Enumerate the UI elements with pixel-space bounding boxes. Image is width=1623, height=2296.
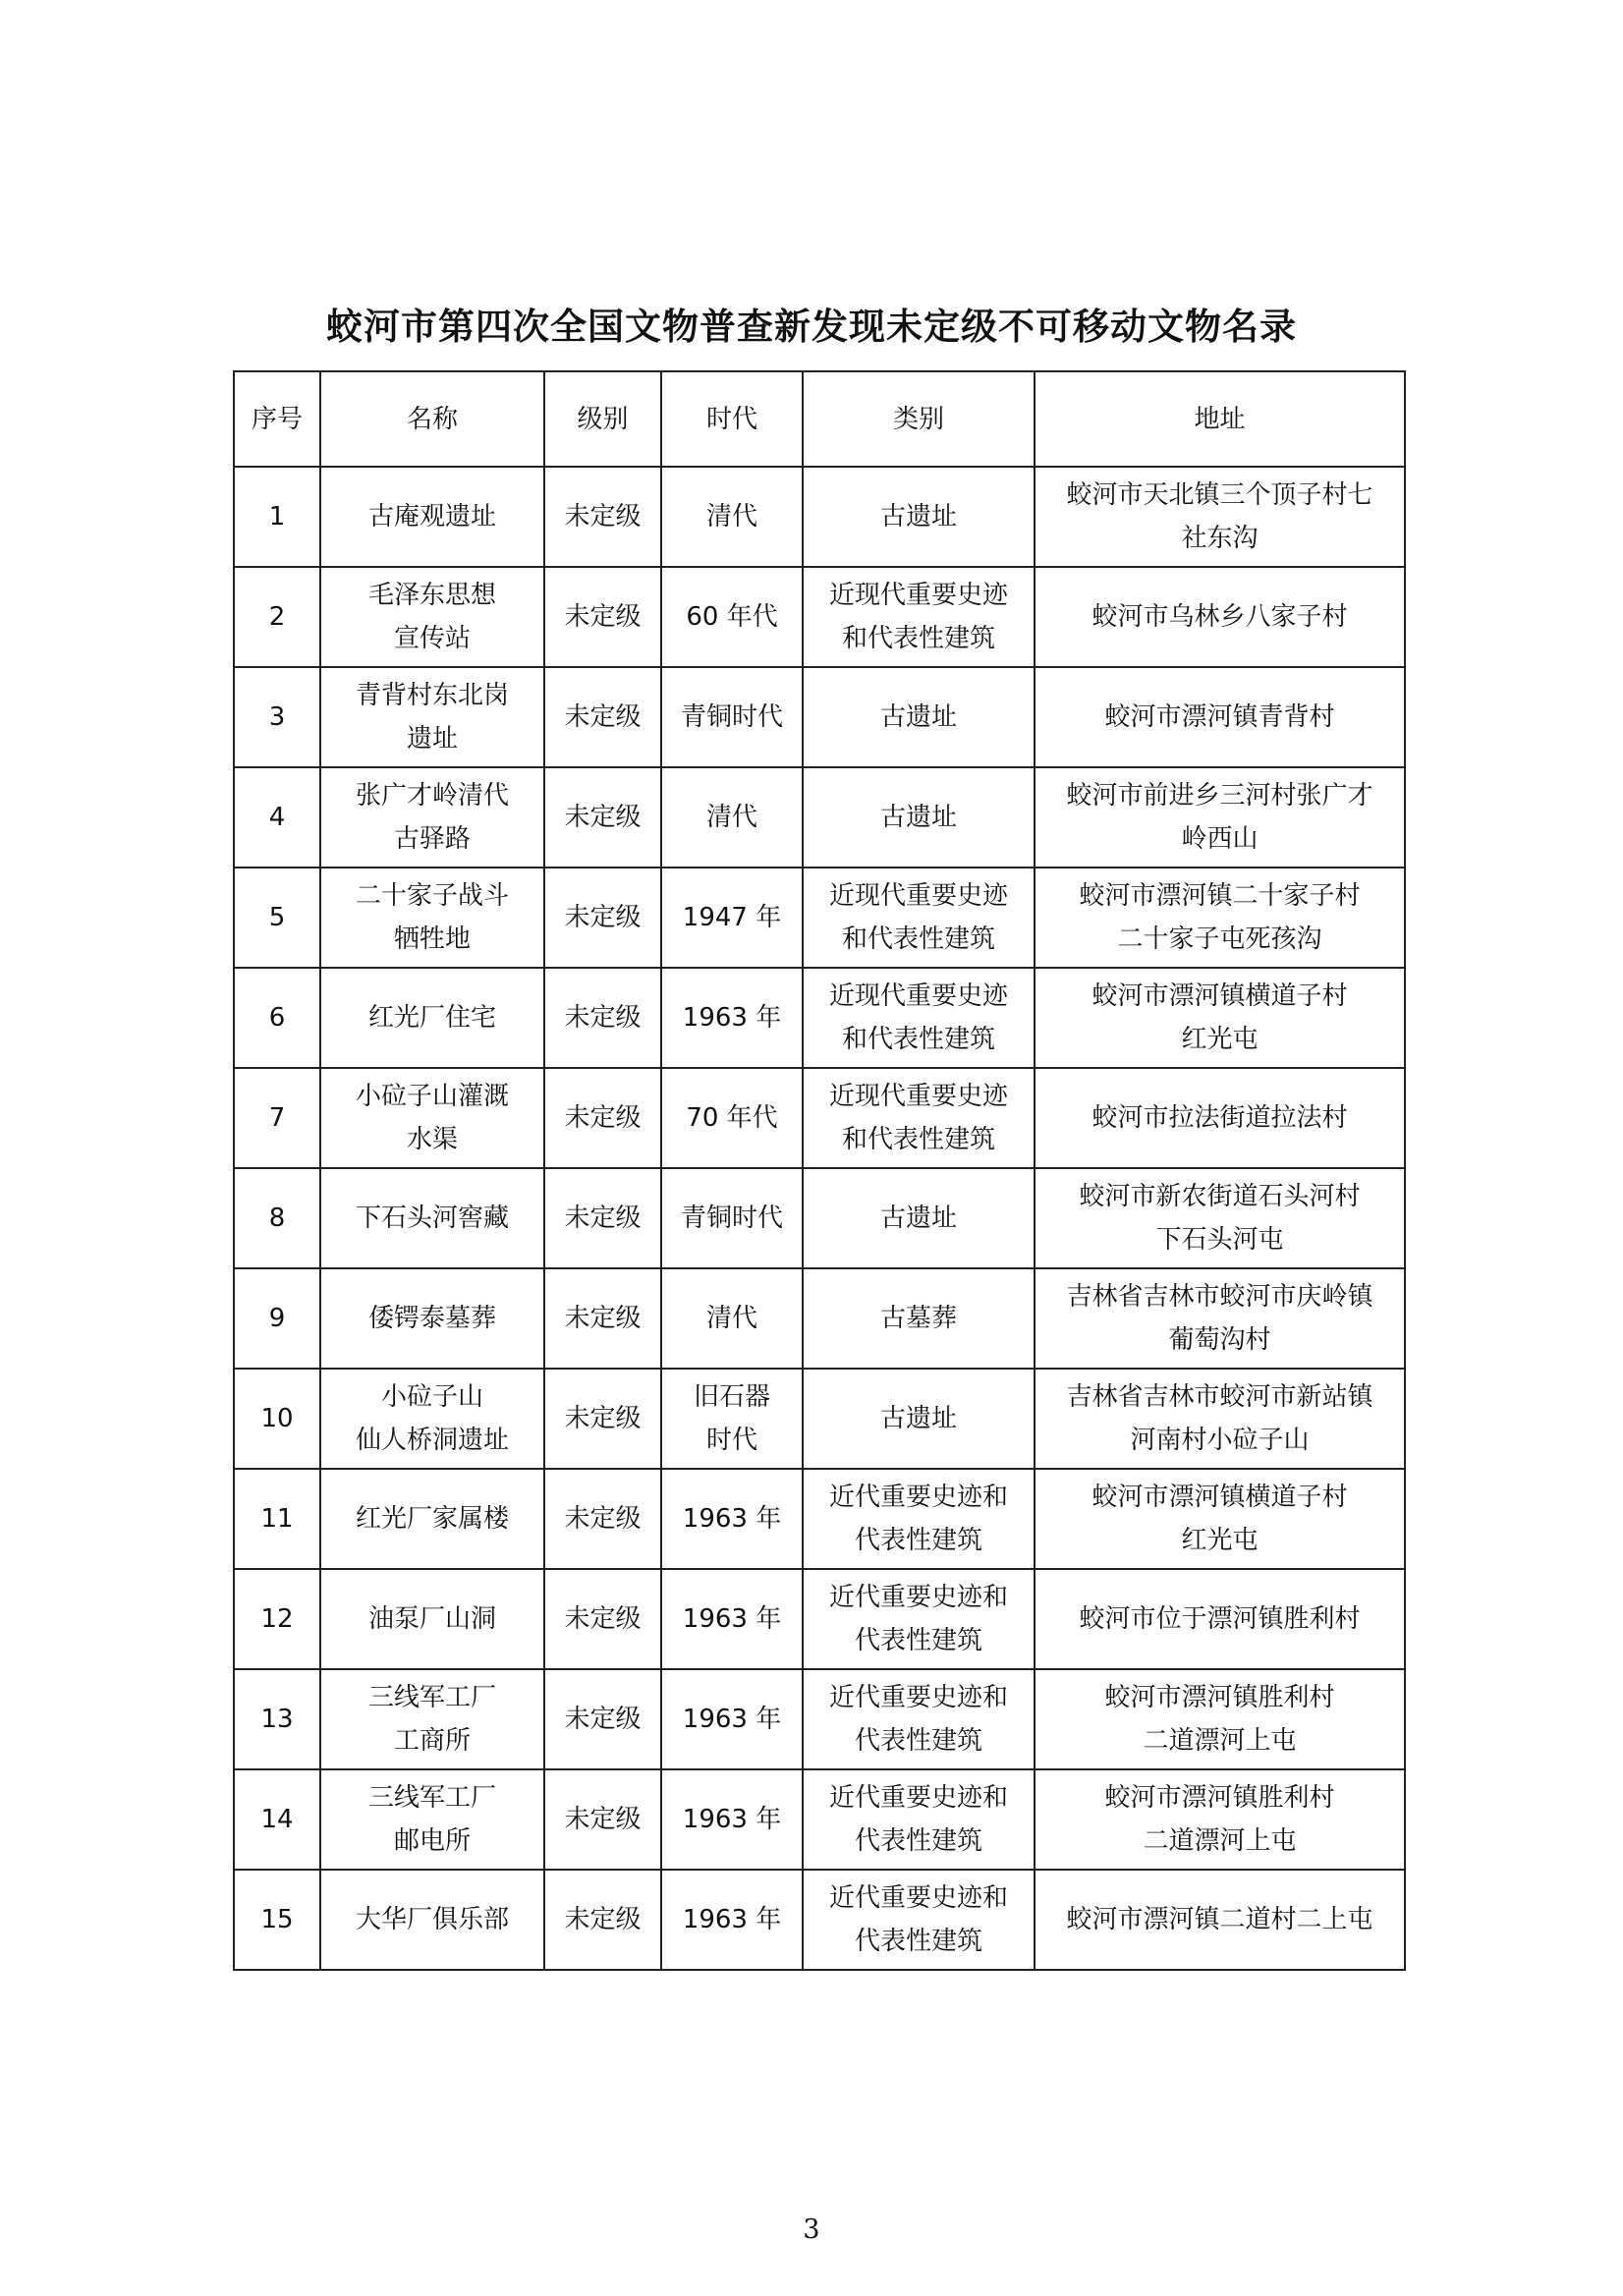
cell-category: 近代重要史迹和 代表性建筑: [803, 1569, 1035, 1669]
cell-level: 未定级: [544, 467, 661, 567]
cell-level: 未定级: [544, 1369, 661, 1469]
table-row: [234, 667, 1405, 767]
cell-address: 蛟河市乌林乡八家子村: [1035, 567, 1405, 667]
cell-category: 古遗址: [803, 667, 1035, 767]
cell-level: 未定级: [544, 1469, 661, 1569]
cell-level: 未定级: [544, 1870, 661, 1970]
cell-category: 古墓葬: [803, 1268, 1035, 1369]
cell-name: 三线军工厂 邮电所: [320, 1769, 544, 1870]
cell-name: 古庵观遗址: [320, 467, 544, 567]
cell-era: 1963 年: [661, 1469, 803, 1569]
cell-era: 清代: [661, 467, 803, 567]
cell-level: 未定级: [544, 567, 661, 667]
cell-name: 张广才岭清代 古驿路: [320, 767, 544, 868]
relics-table: [233, 370, 1406, 1971]
cell-category: 古遗址: [803, 467, 1035, 567]
cell-level: 未定级: [544, 1569, 661, 1669]
cell-no: 9: [234, 1268, 320, 1369]
cell-category: 近现代重要史迹 和代表性建筑: [803, 968, 1035, 1068]
header-category: 类别: [803, 371, 1035, 467]
table-row: [234, 467, 1405, 567]
cell-address: 蛟河市漂河镇二道村二上屯: [1035, 1870, 1405, 1970]
table-row: [234, 1369, 1405, 1469]
cell-address: 蛟河市漂河镇横道子村 红光屯: [1035, 1469, 1405, 1569]
cell-name: 油泵厂山洞: [320, 1569, 544, 1669]
cell-name: 二十家子战斗 牺牲地: [320, 868, 544, 968]
page-number: 3: [803, 2214, 820, 2245]
table-row: [234, 1168, 1405, 1268]
cell-no: 15: [234, 1870, 320, 1970]
cell-address: 蛟河市漂河镇胜利村 二道漂河上屯: [1035, 1669, 1405, 1769]
cell-era: 青铜时代: [661, 1168, 803, 1268]
cell-category: 近现代重要史迹 和代表性建筑: [803, 868, 1035, 968]
cell-category: 古遗址: [803, 1168, 1035, 1268]
cell-address: 蛟河市漂河镇胜利村 二道漂河上屯: [1035, 1769, 1405, 1870]
cell-address: 蛟河市漂河镇二十家子村 二十家子屯死孩沟: [1035, 868, 1405, 968]
table-row: [234, 1870, 1405, 1970]
cell-no: 4: [234, 767, 320, 868]
cell-era: 青铜时代: [661, 667, 803, 767]
table-row: [234, 767, 1405, 868]
cell-level: 未定级: [544, 1769, 661, 1870]
cell-no: 14: [234, 1769, 320, 1870]
cell-no: 8: [234, 1168, 320, 1268]
cell-era: 1963 年: [661, 1669, 803, 1769]
cell-era: 1963 年: [661, 1569, 803, 1669]
cell-category: 近现代重要史迹 和代表性建筑: [803, 1068, 1035, 1168]
cell-name: 三线军工厂 工商所: [320, 1669, 544, 1769]
cell-category: 古遗址: [803, 767, 1035, 868]
cell-name: 大华厂俱乐部: [320, 1870, 544, 1970]
cell-category: 近代重要史迹和 代表性建筑: [803, 1870, 1035, 1970]
cell-era: 1963 年: [661, 1870, 803, 1970]
cell-no: 10: [234, 1369, 320, 1469]
cell-address: 蛟河市新农街道石头河村 下石头河屯: [1035, 1168, 1405, 1268]
cell-level: 未定级: [544, 667, 661, 767]
cell-name: 小砬子山 仙人桥洞遗址: [320, 1369, 544, 1469]
cell-era: 1963 年: [661, 968, 803, 1068]
cell-no: 1: [234, 467, 320, 567]
table-row: [234, 1068, 1405, 1168]
cell-address: 蛟河市前进乡三河村张广才 岭西山: [1035, 767, 1405, 868]
cell-no: 13: [234, 1669, 320, 1769]
cell-no: 7: [234, 1068, 320, 1168]
cell-level: 未定级: [544, 767, 661, 868]
cell-era: 旧石器 时代: [661, 1369, 803, 1469]
cell-address: 蛟河市天北镇三个顶子村七 社东沟: [1035, 467, 1405, 567]
cell-no: 6: [234, 968, 320, 1068]
table-row: [234, 868, 1405, 968]
table-row: [234, 1569, 1405, 1669]
cell-level: 未定级: [544, 1168, 661, 1268]
cell-no: 12: [234, 1569, 320, 1669]
header-no: 序号: [234, 371, 320, 467]
table-row: [234, 968, 1405, 1068]
cell-category: 古遗址: [803, 1369, 1035, 1469]
cell-address: 吉林省吉林市蛟河市新站镇 河南村小砬子山: [1035, 1369, 1405, 1469]
cell-category: 近代重要史迹和 代表性建筑: [803, 1769, 1035, 1870]
document-title: 蛟河市第四次全国文物普查新发现未定级不可移动文物名录: [326, 305, 1297, 348]
header-level: 级别: [544, 371, 661, 467]
cell-no: 2: [234, 567, 320, 667]
cell-name: 小砬子山灌溉 水渠: [320, 1068, 544, 1168]
cell-level: 未定级: [544, 1268, 661, 1369]
cell-era: 清代: [661, 1268, 803, 1369]
cell-name: 下石头河窖藏: [320, 1168, 544, 1268]
cell-name: 青背村东北岗 遗址: [320, 667, 544, 767]
cell-era: 60 年代: [661, 567, 803, 667]
cell-no: 3: [234, 667, 320, 767]
cell-address: 蛟河市位于漂河镇胜利村: [1035, 1569, 1405, 1669]
cell-name: 红光厂住宅: [320, 968, 544, 1068]
cell-level: 未定级: [544, 868, 661, 968]
cell-era: 70 年代: [661, 1068, 803, 1168]
cell-era: 清代: [661, 767, 803, 868]
header-address: 地址: [1035, 371, 1405, 467]
table-row: [234, 1769, 1405, 1870]
cell-category: 近代重要史迹和 代表性建筑: [803, 1469, 1035, 1569]
cell-level: 未定级: [544, 968, 661, 1068]
header-name: 名称: [320, 371, 544, 467]
cell-category: 近现代重要史迹 和代表性建筑: [803, 567, 1035, 667]
cell-level: 未定级: [544, 1068, 661, 1168]
cell-address: 蛟河市漂河镇横道子村 红光屯: [1035, 968, 1405, 1068]
table-row: [234, 1268, 1405, 1369]
table-row: [234, 567, 1405, 667]
cell-level: 未定级: [544, 1669, 661, 1769]
table-row: [234, 1669, 1405, 1769]
table-header-row: [234, 371, 1405, 467]
cell-name: 倭锷泰墓葬: [320, 1268, 544, 1369]
cell-name: 红光厂家属楼: [320, 1469, 544, 1569]
cell-address: 吉林省吉林市蛟河市庆岭镇 葡萄沟村: [1035, 1268, 1405, 1369]
cell-address: 蛟河市拉法街道拉法村: [1035, 1068, 1405, 1168]
cell-name: 毛泽东思想 宣传站: [320, 567, 544, 667]
cell-no: 11: [234, 1469, 320, 1569]
cell-era: 1947 年: [661, 868, 803, 968]
header-era: 时代: [661, 371, 803, 467]
cell-category: 近代重要史迹和 代表性建筑: [803, 1669, 1035, 1769]
cell-no: 5: [234, 868, 320, 968]
cell-address: 蛟河市漂河镇青背村: [1035, 667, 1405, 767]
table-row: [234, 1469, 1405, 1569]
cell-era: 1963 年: [661, 1769, 803, 1870]
